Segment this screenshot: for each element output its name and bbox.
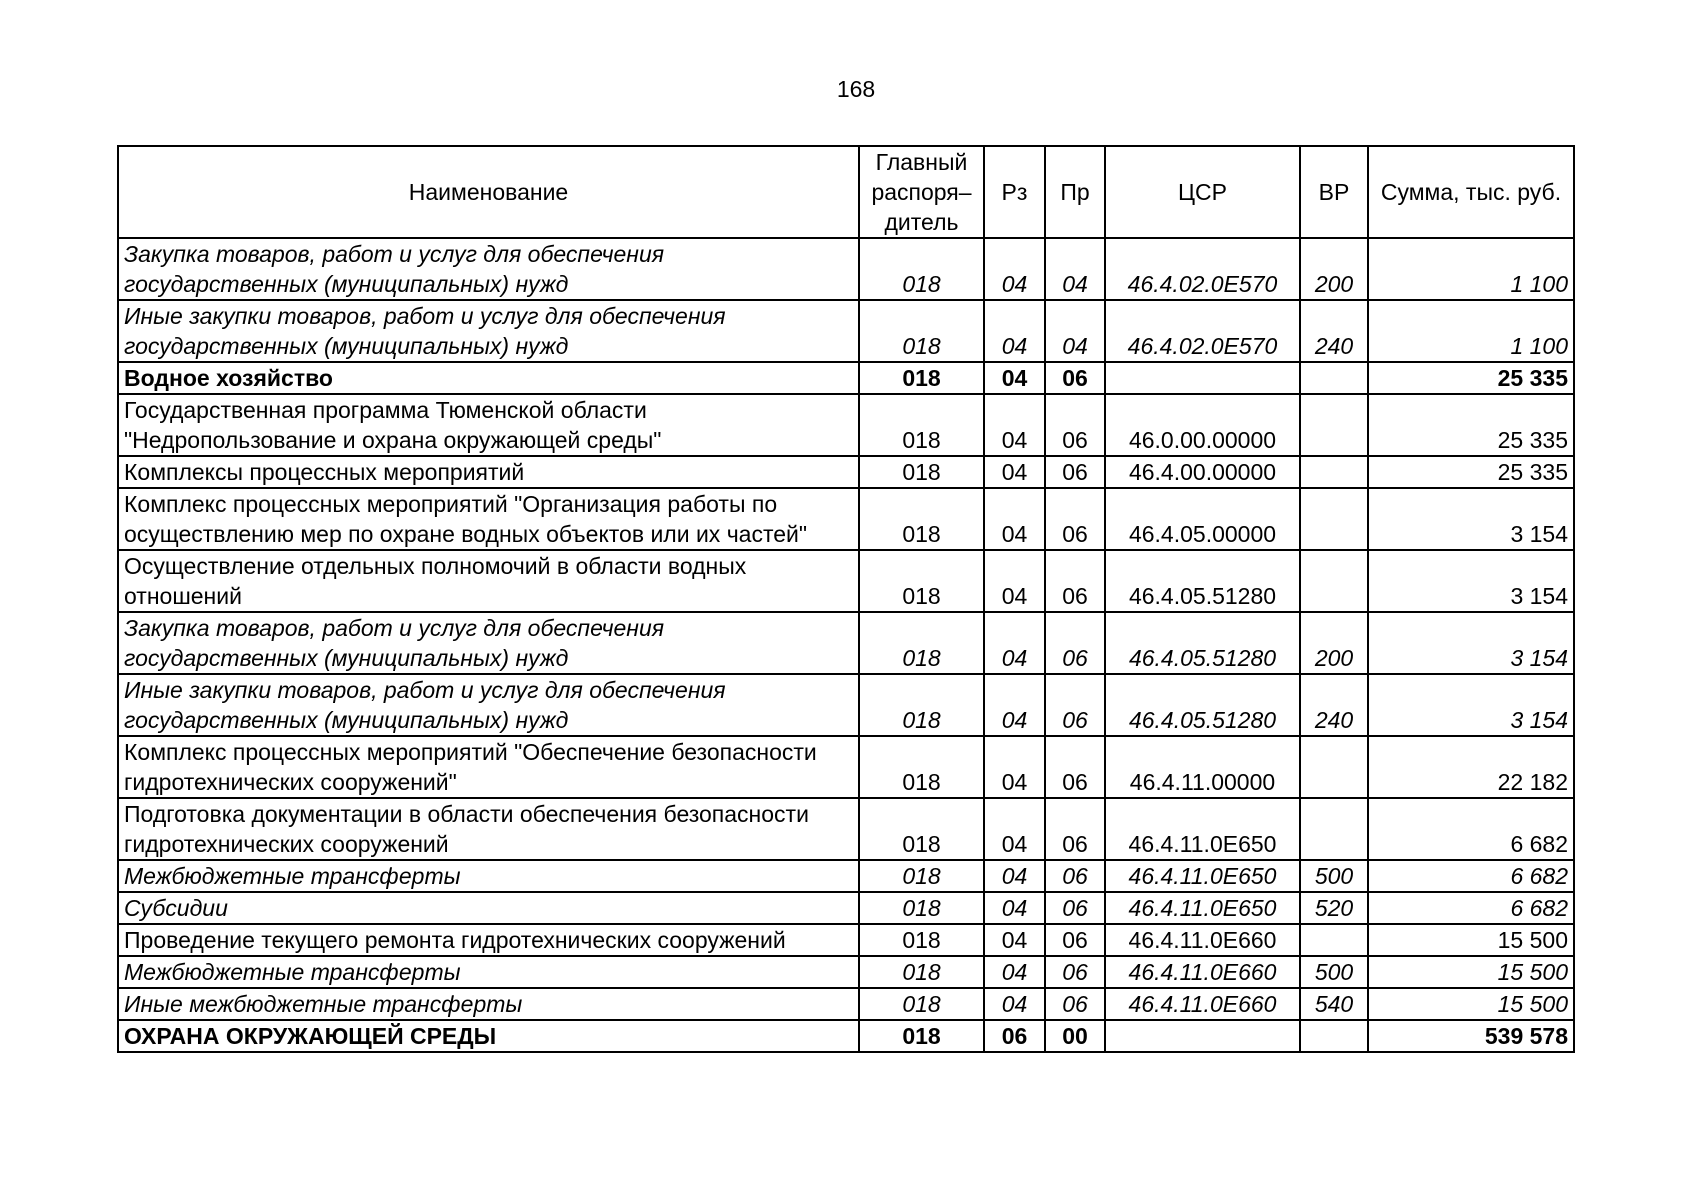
cell-pr: 06 (1045, 798, 1105, 860)
table-row (118, 988, 1574, 1020)
cell-name: Иные межбюджетные трансферты (118, 988, 859, 1020)
cell-pr: 04 (1045, 300, 1105, 362)
header-rz: Рз (984, 146, 1045, 238)
cell-csr: 46.4.00.00000 (1105, 456, 1300, 488)
cell-sum: 6 682 (1368, 798, 1574, 860)
cell-gr: 018 (859, 988, 984, 1020)
cell-csr (1105, 1020, 1300, 1052)
cell-pr: 06 (1045, 550, 1105, 612)
table-row (118, 550, 1574, 612)
cell-rz: 04 (984, 488, 1045, 550)
cell-rz: 04 (984, 674, 1045, 736)
cell-csr: 46.4.11.00000 (1105, 736, 1300, 798)
cell-csr: 46.4.11.0Е660 (1105, 988, 1300, 1020)
cell-pr: 06 (1045, 612, 1105, 674)
cell-name: ОХРАНА ОКРУЖАЮЩЕЙ СРЕДЫ (118, 1020, 859, 1052)
cell-pr: 06 (1045, 956, 1105, 988)
cell-gr: 018 (859, 798, 984, 860)
cell-name: Комплексы процессных мероприятий (118, 456, 859, 488)
cell-gr: 018 (859, 1020, 984, 1052)
cell-pr: 06 (1045, 488, 1105, 550)
cell-vr (1300, 798, 1368, 860)
header-gr: Главный распоря–дитель (859, 146, 984, 238)
cell-gr: 018 (859, 736, 984, 798)
cell-name: Закупка товаров, работ и услуг для обеспечения государственных (муниципальных) нужд (118, 612, 859, 674)
cell-gr: 018 (859, 362, 984, 394)
cell-sum: 22 182 (1368, 736, 1574, 798)
cell-rz: 04 (984, 456, 1045, 488)
table-row (118, 394, 1574, 456)
table-row (118, 674, 1574, 736)
cell-vr: 540 (1300, 988, 1368, 1020)
cell-csr: 46.4.02.0Е570 (1105, 238, 1300, 300)
cell-rz: 04 (984, 892, 1045, 924)
cell-csr: 46.4.05.51280 (1105, 550, 1300, 612)
cell-rz: 04 (984, 736, 1045, 798)
cell-csr: 46.4.05.51280 (1105, 612, 1300, 674)
cell-gr: 018 (859, 924, 984, 956)
cell-sum: 3 154 (1368, 612, 1574, 674)
header-vr: ВР (1300, 146, 1368, 238)
table-row (118, 488, 1574, 550)
table-row (118, 612, 1574, 674)
cell-sum: 3 154 (1368, 550, 1574, 612)
cell-vr: 500 (1300, 956, 1368, 988)
cell-gr: 018 (859, 456, 984, 488)
cell-sum: 15 500 (1368, 956, 1574, 988)
cell-sum: 1 100 (1368, 300, 1574, 362)
cell-vr (1300, 362, 1368, 394)
table-row (118, 1020, 1574, 1052)
cell-gr: 018 (859, 956, 984, 988)
budget-table (117, 145, 1575, 1053)
cell-sum: 6 682 (1368, 892, 1574, 924)
table-row (118, 736, 1574, 798)
page-number: 168 (836, 76, 876, 102)
cell-vr: 500 (1300, 860, 1368, 892)
cell-name: Подготовка документации в области обеспечения безопасности гидротехнических сооружений (118, 798, 859, 860)
cell-vr: 200 (1300, 612, 1368, 674)
cell-pr: 06 (1045, 736, 1105, 798)
cell-gr: 018 (859, 550, 984, 612)
cell-vr: 240 (1300, 300, 1368, 362)
cell-pr: 04 (1045, 238, 1105, 300)
cell-pr: 06 (1045, 924, 1105, 956)
table-row (118, 924, 1574, 956)
table-row (118, 238, 1574, 300)
cell-csr: 46.4.05.00000 (1105, 488, 1300, 550)
header-pr: Пр (1045, 146, 1105, 238)
cell-rz: 04 (984, 956, 1045, 988)
table-row (118, 300, 1574, 362)
cell-pr: 06 (1045, 456, 1105, 488)
cell-vr (1300, 488, 1368, 550)
cell-name: Водное хозяйство (118, 362, 859, 394)
cell-sum: 6 682 (1368, 860, 1574, 892)
cell-csr: 46.4.11.0Е650 (1105, 798, 1300, 860)
cell-vr (1300, 924, 1368, 956)
cell-rz: 04 (984, 612, 1045, 674)
cell-csr: 46.4.11.0Е660 (1105, 956, 1300, 988)
cell-pr: 06 (1045, 394, 1105, 456)
table-row (118, 860, 1574, 892)
cell-gr: 018 (859, 674, 984, 736)
cell-rz: 06 (984, 1020, 1045, 1052)
cell-sum: 15 500 (1368, 988, 1574, 1020)
cell-pr: 00 (1045, 1020, 1105, 1052)
cell-vr (1300, 736, 1368, 798)
cell-gr: 018 (859, 394, 984, 456)
cell-sum: 539 578 (1368, 1020, 1574, 1052)
cell-csr: 46.4.11.0Е660 (1105, 924, 1300, 956)
table-row (118, 956, 1574, 988)
cell-rz: 04 (984, 550, 1045, 612)
cell-name: Закупка товаров, работ и услуг для обеспечения государственных (муниципальных) нужд (118, 238, 859, 300)
cell-rz: 04 (984, 362, 1045, 394)
cell-gr: 018 (859, 892, 984, 924)
cell-name: Комплекс процессных мероприятий "Обеспечение безопасности гидротехнических сооружений" (118, 736, 859, 798)
cell-name: Межбюджетные трансферты (118, 956, 859, 988)
cell-rz: 04 (984, 860, 1045, 892)
cell-rz: 04 (984, 238, 1045, 300)
cell-vr (1300, 550, 1368, 612)
cell-rz: 04 (984, 988, 1045, 1020)
cell-sum: 25 335 (1368, 362, 1574, 394)
cell-vr (1300, 456, 1368, 488)
table-row (118, 892, 1574, 924)
cell-sum: 15 500 (1368, 924, 1574, 956)
cell-sum: 3 154 (1368, 674, 1574, 736)
cell-name: Иные закупки товаров, работ и услуг для обеспечения государственных (муниципальных) нужд (118, 300, 859, 362)
cell-gr: 018 (859, 612, 984, 674)
cell-csr: 46.4.11.0Е650 (1105, 860, 1300, 892)
cell-name: Иные закупки товаров, работ и услуг для обеспечения государственных (муниципальных) нужд (118, 674, 859, 736)
cell-sum: 3 154 (1368, 488, 1574, 550)
cell-rz: 04 (984, 798, 1045, 860)
cell-csr: 46.0.00.00000 (1105, 394, 1300, 456)
cell-name: Проведение текущего ремонта гидротехнических сооружений (118, 924, 859, 956)
cell-vr (1300, 394, 1368, 456)
cell-sum: 25 335 (1368, 456, 1574, 488)
cell-name: Осуществление отдельных полномочий в области водных отношений (118, 550, 859, 612)
cell-rz: 04 (984, 924, 1045, 956)
cell-pr: 06 (1045, 674, 1105, 736)
table-row (118, 798, 1574, 860)
cell-name: Субсидии (118, 892, 859, 924)
cell-vr: 520 (1300, 892, 1368, 924)
cell-vr: 200 (1300, 238, 1368, 300)
cell-gr: 018 (859, 860, 984, 892)
cell-pr: 06 (1045, 362, 1105, 394)
header-row (118, 146, 1574, 238)
cell-gr: 018 (859, 488, 984, 550)
cell-rz: 04 (984, 394, 1045, 456)
cell-pr: 06 (1045, 988, 1105, 1020)
cell-gr: 018 (859, 300, 984, 362)
cell-sum: 25 335 (1368, 394, 1574, 456)
cell-csr: 46.4.05.51280 (1105, 674, 1300, 736)
cell-csr (1105, 362, 1300, 394)
cell-vr: 240 (1300, 674, 1368, 736)
cell-csr: 46.4.11.0Е650 (1105, 892, 1300, 924)
header-sum: Сумма, тыс. руб. (1368, 146, 1574, 238)
header-name: Наименование (118, 146, 859, 238)
cell-rz: 04 (984, 300, 1045, 362)
table-body (118, 238, 1574, 1052)
cell-sum: 1 100 (1368, 238, 1574, 300)
cell-name: Комплекс процессных мероприятий "Организация работы по осуществлению мер по охране водных объектов или их частей" (118, 488, 859, 550)
cell-gr: 018 (859, 238, 984, 300)
cell-csr: 46.4.02.0Е570 (1105, 300, 1300, 362)
cell-pr: 06 (1045, 860, 1105, 892)
table-row (118, 362, 1574, 394)
header-csr: ЦСР (1105, 146, 1300, 238)
cell-vr (1300, 1020, 1368, 1052)
table-row (118, 456, 1574, 488)
cell-name: Государственная программа Тюменской области "Недропользование и охрана окружающей среды" (118, 394, 859, 456)
cell-pr: 06 (1045, 892, 1105, 924)
cell-name: Межбюджетные трансферты (118, 860, 859, 892)
